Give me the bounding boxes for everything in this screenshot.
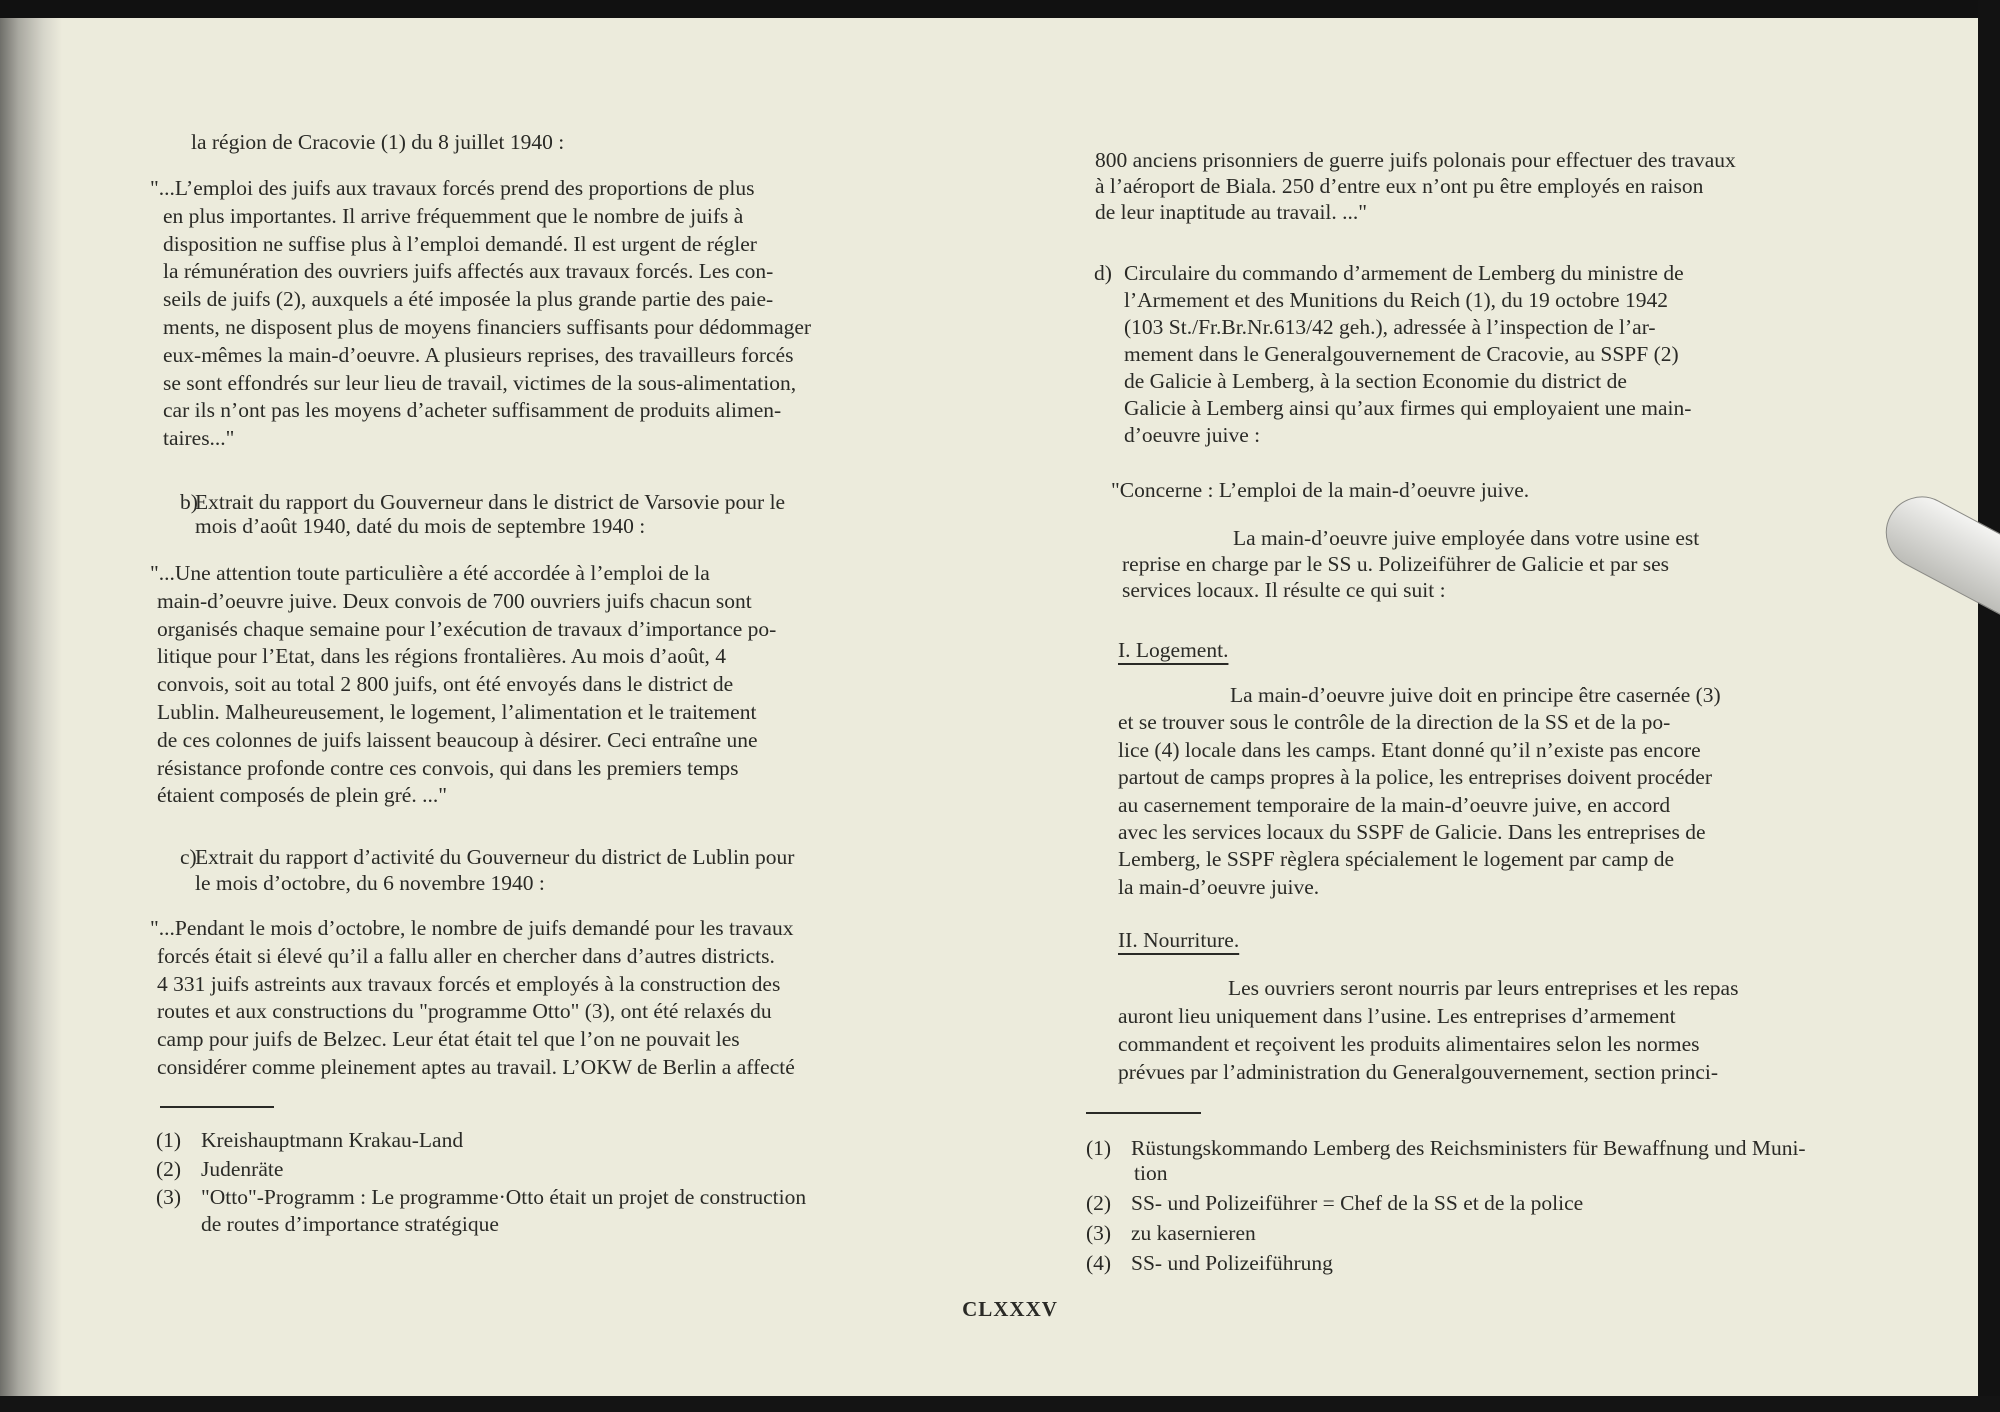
quote-a-line: taires...": [163, 426, 235, 451]
quote-a-line: en plus importantes. Il arrive fréquemment que le nombre de juifs à: [163, 203, 744, 228]
item-d-line: mement dans le Generalgouvernement de Cracovie, au SSPF (2): [1124, 342, 1679, 366]
item-d-line: de Galicie à Lemberg, à la section Economie du district de: [1124, 369, 1627, 393]
item-d-line: (103 St./Fr.Br.Nr.613/42 geh.), adressée à l’inspection de l’ar-: [1124, 315, 1656, 339]
footnote-number: (3): [156, 1185, 182, 1209]
footnote-text: zu kasernieren: [1131, 1221, 1256, 1245]
item-b-line: mois d’août 1940, daté du mois de septembre 1940 :: [195, 514, 646, 538]
cont-line: de leur inaptitude au travail. ...": [1095, 200, 1368, 224]
quote-a-line: seils de juifs (2), auxquels a été imposée la plus grande partie des paie-: [163, 287, 774, 312]
quote-c-line: camp pour juifs de Belzec. Leur état était tel que l’on ne pouvait les: [157, 1027, 740, 1052]
para-1-line: La main-d’oeuvre juive doit en principe être casernée (3): [1230, 683, 1721, 707]
item-d-line: d’oeuvre juive :: [1124, 423, 1261, 447]
page-gutter: [0, 0, 62, 1412]
footnote-text: SS- und Polizeiführer = Chef de la SS et de la police: [1131, 1191, 1584, 1215]
page-number: CLXXXV: [962, 1297, 1058, 1321]
quote-a-line: "...L’emploi des juifs aux travaux forcés prend des proportions de plus: [150, 176, 755, 200]
quote-a-line: disposition ne suffise plus à l’emploi demandé. Il est urgent de régler: [163, 231, 757, 256]
footnote-number: (3): [1086, 1221, 1112, 1245]
footnote-number: (4): [1086, 1251, 1112, 1275]
cont-line: à l’aéroport de Biala. 250 d’entre eux n’ont pu être employés en raison: [1095, 174, 1704, 198]
item-d-line: l’Armement et des Munitions du Reich (1), du 19 octobre 1942: [1124, 288, 1668, 312]
para-intro-line: services locaux. Il résulte ce qui suit :: [1122, 578, 1446, 602]
item-b-line: Extrait du rapport du Gouverneur dans le district de Varsovie pour le: [195, 490, 786, 514]
item-c-label: c): [180, 845, 197, 869]
para-1-line: Lemberg, le SSPF règlera spécialement le logement par camp de: [1118, 847, 1675, 872]
para-1-line: partout de camps propres à la police, les entreprises doivent procéder: [1118, 765, 1713, 790]
footnote-text: SS- und Polizeiführung: [1131, 1251, 1333, 1275]
item-c-line: Extrait du rapport d’activité du Gouverneur du district de Lublin pour: [195, 845, 795, 869]
quote-c-line: 4 331 juifs astreints aux travaux forcés et employés à la construction des: [157, 971, 781, 996]
quote-a-line: la rémunération des ouvriers juifs affectés aux travaux forcés. Les con-: [163, 259, 774, 284]
item-d-line: Circulaire du commando d’armement de Lemberg du ministre de: [1124, 261, 1684, 285]
item-d-label: d): [1094, 261, 1112, 285]
para-2-line: commandent et reçoivent les produits alimentaires selon les normes: [1118, 1032, 1700, 1056]
item-b-label: b): [180, 490, 198, 514]
para-intro-line: reprise en charge par le SS u. Polizeiführer de Galicie et par ses: [1122, 552, 1670, 576]
para-intro-line: La main-d’oeuvre juive employée dans votre usine est: [1233, 526, 1700, 550]
footnote-text: Kreishauptmann Krakau-Land: [201, 1128, 464, 1152]
footnote-number: (2): [156, 1156, 182, 1181]
cont-line: 800 anciens prisonniers de guerre juifs polonais pour effectuer des travaux: [1095, 148, 1736, 172]
para-2-line: prévues par l’administration du Generalgouvernement, section princi-: [1118, 1060, 1719, 1084]
quote-b-line: litique pour l’Etat, dans les régions frontalières. Au mois d’août, 4: [157, 644, 727, 669]
quote-b-line: organisés chaque semaine pour l’exécution de travaux d’importance po-: [157, 616, 777, 641]
quote-a-line: ments, ne disposent plus de moyens financiers suffisants pour dédommager: [163, 315, 812, 339]
quote-b-line: de ces colonnes de juifs laissent beaucoup à désirer. Ceci entraîne une: [157, 727, 758, 752]
quote-b-line: résistance profonde contre ces convois, qui dans les premiers temps: [157, 755, 739, 780]
footnote-rule-left: [160, 1106, 274, 1108]
quote-a-line: eux-mêmes la main-d’oeuvre. A plusieurs reprises, des travailleurs forcés: [163, 342, 794, 367]
quote-c-line: routes et aux constructions du "programme Otto" (3), ont été relaxés du: [157, 999, 772, 1024]
concerne-line: "Concerne : L’emploi de la main-d’oeuvre juive.: [1111, 478, 1530, 502]
footnote-text: Judenräte: [201, 1156, 284, 1181]
para-1-line: lice (4) locale dans les camps. Etant donné qu’il n’existe pas encore: [1118, 737, 1701, 762]
footnote-number: (1): [1086, 1136, 1112, 1160]
quote-c-line: forcés était si élevé qu’il a fallu aller en chercher dans d’autres districts.: [157, 943, 775, 968]
quote-a-line: se sont effondrés sur leur lieu de travail, victimes de la sous-alimentation,: [163, 370, 797, 395]
para-1-line: la main-d’oeuvre juive.: [1118, 874, 1320, 899]
para-2-line: auront lieu uniquement dans l’usine. Les entreprises d’armement: [1118, 1004, 1676, 1028]
footnote-rule-right: [1086, 1112, 1201, 1114]
quote-c-line: "...Pendant le mois d’octobre, le nombre de juifs demandé pour les travaux: [150, 916, 794, 940]
item-c-line: le mois d’octobre, du 6 novembre 1940 :: [195, 871, 545, 895]
item-d-line: Galicie à Lemberg ainsi qu’aux firmes qui employaient une main-: [1124, 396, 1692, 420]
quote-b-line: convois, soit au total 2 800 juifs, ont été envoyés dans le district de: [157, 672, 734, 697]
footnote-number: (2): [1086, 1191, 1112, 1215]
footnote-text: de routes d’importance stratégique: [201, 1212, 499, 1236]
footnote-text: tion: [1134, 1161, 1168, 1185]
footnote-text: Rüstungskommando Lemberg des Reichsministers für Bewaffnung und Muni-: [1131, 1136, 1806, 1160]
section-heading-logement: I. Logement.: [1118, 638, 1229, 662]
footnote-text: "Otto"-Programm : Le programme·Otto était un projet de construction: [201, 1185, 807, 1209]
para-2-line: Les ouvriers seront nourris par leurs entreprises et les repas: [1228, 976, 1739, 1000]
quote-b-line: étaient composés de plein gré. ...": [157, 783, 447, 808]
intro-line: la région de Cracovie (1) du 8 juillet 1940 :: [191, 130, 565, 154]
quote-b-line: main-d’oeuvre juive. Deux convois de 700 ouvriers juifs chacun sont: [157, 588, 752, 613]
section-heading-nourriture: II. Nourriture.: [1118, 928, 1240, 952]
footnote-number: (1): [156, 1128, 182, 1152]
scan-border-bottom: [0, 1396, 2000, 1412]
scan-border-right: [1978, 0, 2000, 1412]
quote-a-line: car ils n’ont pas les moyens d’acheter suffisamment de produits alimen-: [163, 398, 782, 423]
para-1-line: au casernement temporaire de la main-d’oeuvre juive, en accord: [1118, 792, 1671, 817]
para-1-line: et se trouver sous le contrôle de la direction de la SS et de la po-: [1118, 710, 1671, 735]
quote-c-line: considérer comme pleinement aptes au travail. L’OKW de Berlin a affecté: [157, 1055, 795, 1079]
quote-b-line: "...Une attention toute particulière a été accordée à l’emploi de la: [150, 561, 710, 585]
scan-border-top: [0, 0, 2000, 18]
quote-b-line: Lublin. Malheureusement, le logement, l’alimentation et le traitement: [157, 700, 757, 724]
para-1-line: avec les services locaux du SSPF de Galicie. Dans les entreprises de: [1118, 820, 1706, 844]
